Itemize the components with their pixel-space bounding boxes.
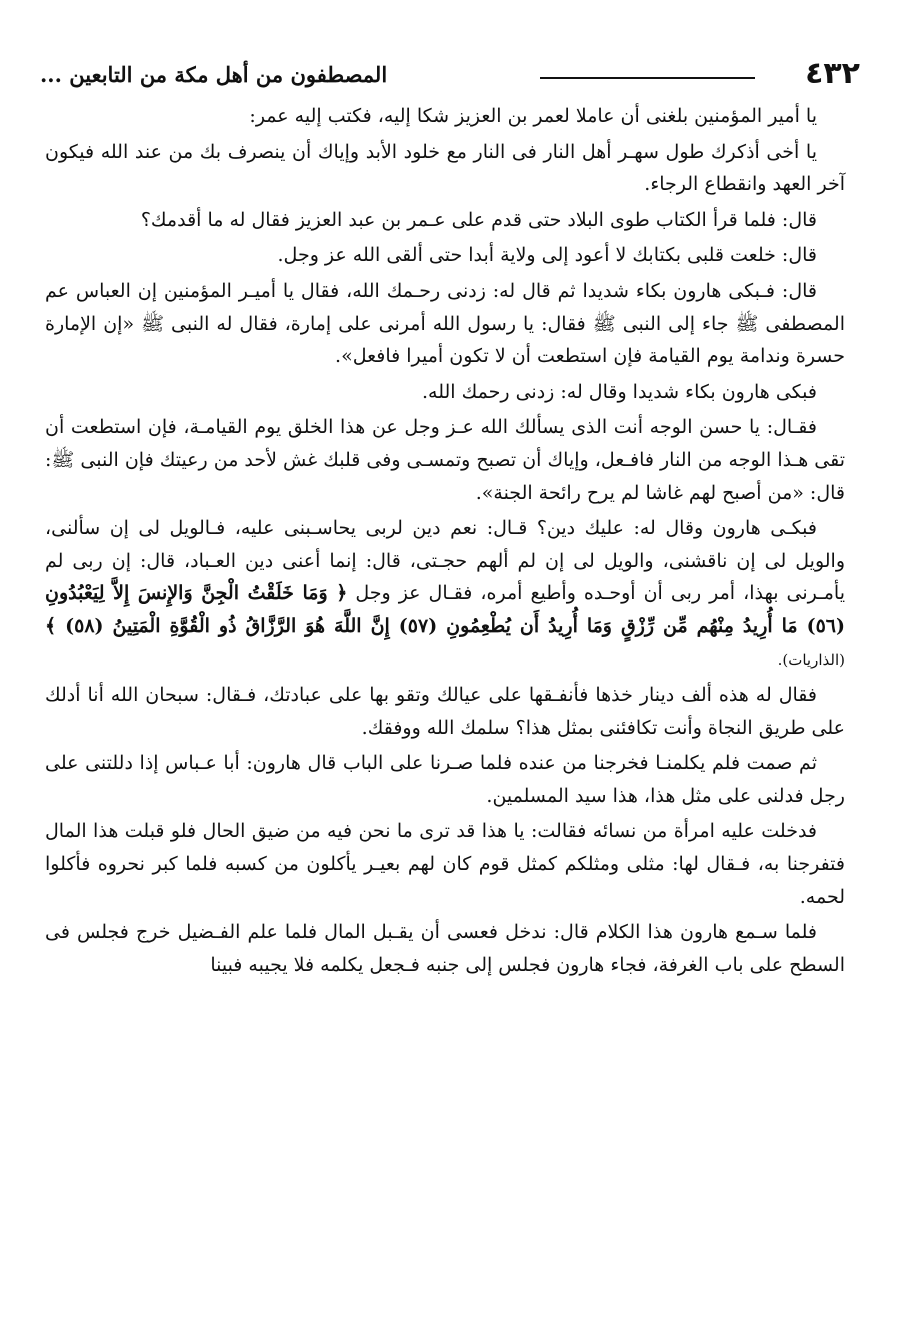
sura-reference: (الذاريات). <box>777 650 845 669</box>
paragraph: قال: فـبكى هارون بكاء شديدا ثم قال له: زدنى رحـمك الله، فقال يا أميـر المؤمنين إن العباس عم المصطفى ﷺ جاء إلى النبى ﷺ فقال: يا رسول الله أمرنى على إمارة، فقال له النبى ﷺ «إن الإمارة حسرة وندامة يوم القيامة فإن استطعت أن لا تكون أميرا فافعل». <box>45 279 845 368</box>
paragraph: فلما سـمع هارون هذا الكلام قال: ندخل فعسى أن يقـبل المال فلما علم الفـضيل خرج فجلس فى السطح على باب الغرفة، فجاء هارون فجلس إلى جنبه فـجعل يكلمه فلا يجيبه فبينا <box>45 921 845 976</box>
paragraph: ثم صمت فلم يكلمنـا فخرجنا من عنده فلما صـرنا على الباب قال هارون: أبا عـباس إذا دللتنى على رجل فدلنى على مثل هذا، هذا سيد المسلمين. <box>45 752 845 807</box>
paragraph: يا أمير المؤمنين بلغنى أن عاملا لعمر بن العزيز شكا إليه، فكتب إليه عمر: <box>249 105 817 127</box>
quran-verse: ﴿ وَمَا خَلَقْتُ الْجِنَّ وَالإِنسَ إِلاَّ لِيَعْبُدُونِ (٥٦) مَا أُرِيدُ مِنْهُم مِّن رِّزْقٍ وَمَا أُرِيدُ أَن يُطْعِمُونِ (٥٧) إِنَّ اللَّهَ هُوَ الرَّزَّاقُ ذُو الْقُوَّةِ الْمَتِينُ (٥٨) ﴾ <box>45 582 845 637</box>
page-header <box>40 58 860 92</box>
header-rule <box>540 77 755 79</box>
paragraph: فبكى هارون بكاء شديدا وقال له: زدنى رحمك الله. <box>421 380 817 403</box>
paragraph: قال: فلما قرأ الكتاب طوى البلاد حتى قدم على عـمر بن عبد العزيز فقال له ما أقدمك؟ <box>140 208 817 231</box>
paragraph-text: فبكـى هارون وقال له: عليك دين؟ قـال: نعم دين لربى يحاسـبنى عليه، فـالويل لى إن سألنى، والويل لى إن ناقشنى، والويل لى إن لم ألهم حجـتى، قال: إنما أعنى دين العـباد، قال: إن ربى لم يأمـرنى بهذا، أمر ربى أن أوحـده وأطيع أمره، فقـال عز وجل <box>45 517 845 605</box>
running-title: المصطفون من أهل مكة من التابعين ... <box>40 62 388 87</box>
paragraph: فدخلت عليه امرأة من نسائه فقالت: يا هذا قد ترى ما نحن فيه من ضيق الحال فلو قبلت هذا المال فتفرجنا به، فـقال لها: مثلى ومثلكم كمثل قوم كان لهم بعيـر يأكلون من كسبه فلما كبر نحروه فأكلوا لحمه. <box>45 820 845 908</box>
paragraph: قال: خلعت قلبى بكتابك لا أعود إلى ولاية أبدا حتى ألقى الله عز وجل. <box>277 244 817 267</box>
paragraph: فقال له هذه ألف دينار خذها فأنفـقها على عيالك وتقو بها على عبادتك، فـقال: سبحان الله أنا أدلك على طريق النجاة وأنت تكافئنى بمثل هذا؟ سلمك الله ووفقك. <box>45 684 845 739</box>
paragraph: يا أخى أذكرك طول سهـر أهل النار فى النار مع خلود الأبد وإياك أن ينصرف بك من عند الله فيكون آخر العهد وانقطاع الرجاء. <box>45 140 845 196</box>
paragraph: فقـال: يا حسن الوجه أنت الذى يسألك الله عـز وجل عن هذا الخلق يوم القيامـة، فإن استطعت أن تقى هـذا الوجه من النار فافـعل، وإياك أن تصبح وتمسـى وفى قلبك غش لأحد من رعيتك فإن النبى ﷺ: قال: «من أصبح لهم غاشا لم يرح رائحة الجنة». <box>45 416 845 504</box>
paragraph-with-quran <box>45 512 845 676</box>
page-number: ٤٣٢ <box>805 56 860 91</box>
page-body <box>45 100 845 984</box>
